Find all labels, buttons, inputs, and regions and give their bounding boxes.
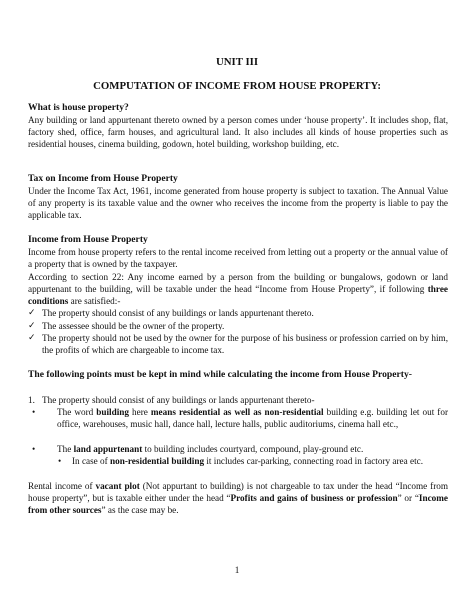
bullet-text-building [57,406,448,430]
section-body-income-definition: Income from house property refers to the rental income received from letting out a property or the annual value of a property that is owned by the taxpayer. [28,247,448,270]
section-heading-what-is-house-property: What is house property? [28,102,129,113]
section-22-text-1: According to section 22: Any income earned by a person from the building or bungalows, godown or land appurtenant to the building, will be taxable under the head “Income from House Property”, if following [28,272,448,295]
rental-income-paragraph [28,480,448,516]
bullet-icon: • [32,407,36,417]
section-heading-points-to-keep-in-mind: The following points must be kept in mind while calculating the income from House Property- [28,369,412,380]
item-number: 1. [28,395,35,405]
text-run: to building includes courtyard, compound, play-ground etc. [142,444,364,454]
text-run: (Not appurtant to building) is not chargeable to tax under the head “Income from house property”, but is taxable either under the head “ [28,481,449,504]
bullet-icon: • [58,456,62,466]
text-run: The [57,444,74,454]
condition-item [28,332,448,356]
checkmark-icon: ✓ [28,308,36,318]
emphasis-non-residential: non-residential building [110,456,205,466]
numbered-item-text: The property should consist of any buildings or lands appurtenant thereto- [42,395,315,405]
bullet-icon: • [32,444,36,454]
sub-bullet-text [72,455,448,467]
bullet-text-land-appurtenant [57,443,448,455]
emphasis-profits-and-gains: Profits and gains of business or profession [230,493,398,504]
emphasis-building: building [96,407,129,417]
text-run: here [128,407,151,417]
section-heading-tax-on-income: Tax on Income from House Property [28,173,178,184]
bullet-item-building [28,406,448,430]
section-heading-income-from-house-property: Income from House Property [28,234,148,245]
emphasis-land-appurtenant: land appurtenant [73,444,143,454]
checkmark-icon: ✓ [28,333,36,343]
text-run: ” as the case may be. [101,505,179,516]
sub-bullet-item [28,455,448,467]
text-run: it includes car-parking, connecting road in factory area etc. [204,456,424,466]
page-number: 1 [234,565,240,575]
three-conditions-emphasis: three conditions [28,284,448,307]
checkmark-icon: ✓ [28,321,36,331]
bullet-item-land-appurtenant [28,443,448,455]
section-22-paragraph [28,271,448,307]
emphasis-vacant-plot: vacant plot [95,481,140,491]
unit-heading: UNIT III [215,56,259,68]
text-run: The word [57,407,97,417]
text-run: building e.g. building let out for office, warehouses, music hall, dance hall, lecture halls, public auditoriums, cinema hall etc., [57,407,449,430]
section-body-what-is-house-property: Any building or land appurtenant thereto owned by a person comes under ‘house property’. It includes shop, flat, factory shed, office, farm houses, and agricultural land. It also includes all kinds of house properties such as residential houses, cinema building, godown, hotel building, workshop building, etc. [28,115,448,150]
emphasis-other-sources: Income from other sources [28,493,449,516]
emphasis-residential: means residential as well as non-residential [150,407,324,417]
text-run: Rental income of [28,481,96,491]
condition-text: The property should consist of any buildings or lands appurtenant thereto. [42,308,314,318]
chapter-title: COMPUTATION OF INCOME FROM HOUSE PROPERTY: [93,80,381,92]
condition-item [28,307,448,319]
text-run: In case of [72,456,111,466]
condition-item [28,320,448,332]
condition-text: The property should not be used by the owner for the purpose of his business or profession carried on by him, the profits of which are chargeable to income tax. [42,333,448,356]
section-22-text-2: are satisfied:- [68,296,121,307]
text-run: ” or “ [397,493,419,504]
section-body-tax-on-income: Under the Income Tax Act, 1961, income generated from house property is subject to taxation. The Annual Value of any property is its taxable value and the owner who receives the income from the property is liable to pay the applicable tax. [28,186,448,221]
condition-text: The assessee should be the owner of the property. [42,321,225,331]
numbered-item [28,394,448,406]
